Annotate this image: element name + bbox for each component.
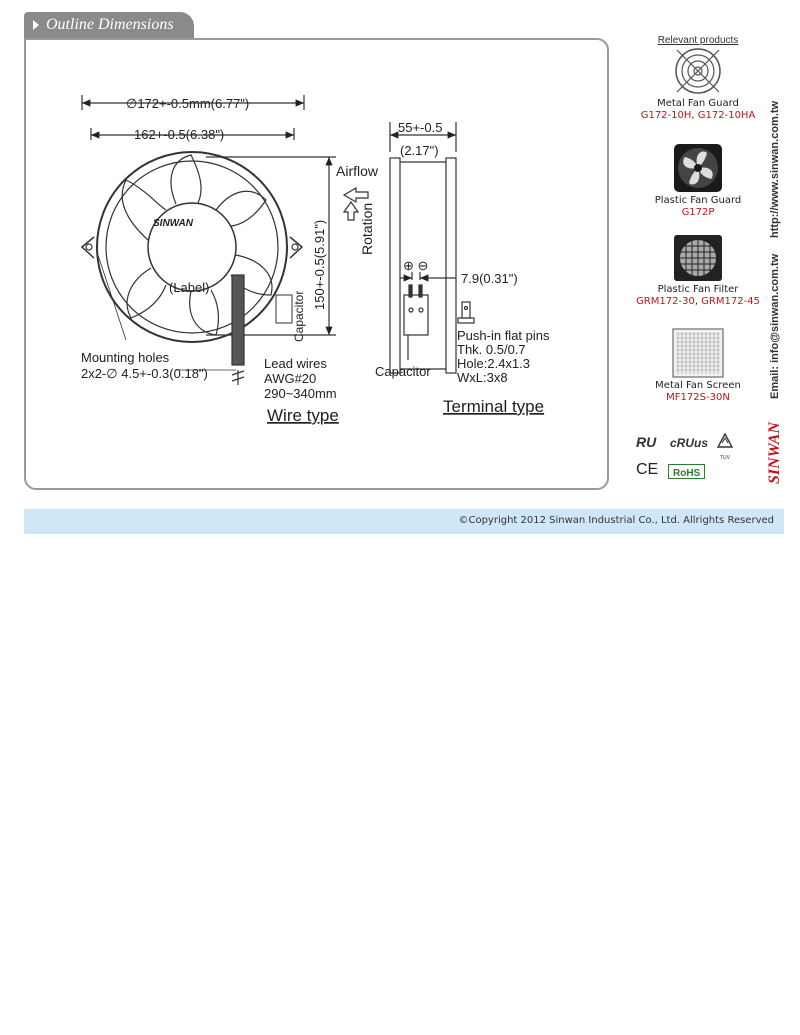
product-name: Metal Fan Screen [655,380,741,391]
product-model[interactable]: G172-10H [640,110,692,121]
terminal-type-caption: Terminal type [443,397,545,416]
section-title: Outline Dimensions [46,16,174,33]
pin-spacing-dim: 7.9(0.31") [461,271,518,286]
product-name: Metal Fan Guard [657,98,739,109]
product-name: Plastic Fan Guard [654,195,742,206]
footer-bar [24,509,784,534]
mounting-holes-spec: 2x2-∅ 4.5+-0.3(0.18") [81,366,208,381]
triangle-right-icon [33,20,39,30]
fan-brand-label: SINWAN [153,218,193,229]
pins-label: Push-in flat pins [457,328,550,343]
rohs-mark-icon: RoHS [668,464,705,479]
product-name: Plastic Fan Filter [657,284,739,295]
pins-hole: Hole:2.4x1.3 [457,356,530,371]
product-model[interactable]: GRM172-30 [636,296,695,307]
copyright-text: ©Copyright 2012 Sinwan Industrial Co., Ltd. Allrights Reserved [458,515,774,526]
metal-fan-screen-icon [672,328,724,378]
dim-depth-inches: (2.17") [400,143,439,158]
plastic-fan-guard-icon [673,143,723,193]
section-tab [24,12,194,38]
website-link[interactable]: http://www.sinwan.com.tw [769,100,781,238]
capacitor-label: Capacitor [292,290,306,342]
email-link[interactable]: Email: info@sinwan.com.tw [769,253,781,399]
lead-wires-awg: AWG#20 [264,371,317,386]
relevant-products-label[interactable]: Relevant products [657,35,739,46]
airflow-arrow-icon [344,188,368,202]
product-plastic-fan-guard[interactable] [628,143,768,218]
cul-mark-icon: cRUus [670,436,709,450]
product-model[interactable]: MF172S-30N [666,392,730,403]
pins-size: WxL:3x8 [457,370,508,385]
polarity-symbols: ⊕ ⊖ [403,258,429,273]
plastic-fan-filter-icon [673,234,723,282]
metal-fan-guard-icon [669,46,727,96]
product-plastic-fan-filter[interactable]: Plastic Fan Filter GRM172-30, GRM172-45 [628,234,768,307]
product-model[interactable]: G172P [681,207,715,218]
product-metal-fan-guard[interactable]: Metal Fan Guard G172-10H, G172-10HA [628,46,768,121]
rotation-label: Rotation [359,202,375,255]
outline-drawing [26,40,606,485]
product-metal-fan-screen[interactable] [628,328,768,403]
airflow-label: Airflow [336,163,379,179]
wire-type-caption: Wire type [267,406,339,425]
capacitor-label-terminal: Capacitor [375,364,431,379]
rotation-arrow-icon [344,202,358,220]
ul-mark-icon: RU [636,434,657,450]
lead-wires-label: Lead wires [264,356,327,371]
dim-height: 150+-0.5(5.91") [312,219,327,310]
pins-thickness: Thk. 0.5/0.7 [457,342,526,357]
ce-mark-icon: CE [636,461,659,478]
mounting-holes-label: Mounting holes [81,350,170,365]
product-model[interactable]: GRM172-45 [701,296,760,307]
fan-label: (Label) [169,280,210,295]
dim-depth: 55+-0.5 [398,120,443,135]
dim-diameter: ∅172+-0.5mm(6.77") [126,96,250,111]
product-model[interactable]: G172-10HA [697,110,756,121]
dim-width: 162+-0.5(6.38") [134,127,225,142]
tuv-mark-icon: TUV [716,432,734,461]
lead-wires-length: 290~340mm [264,386,337,401]
sinwan-brand-vertical: SINWAN [766,422,783,484]
